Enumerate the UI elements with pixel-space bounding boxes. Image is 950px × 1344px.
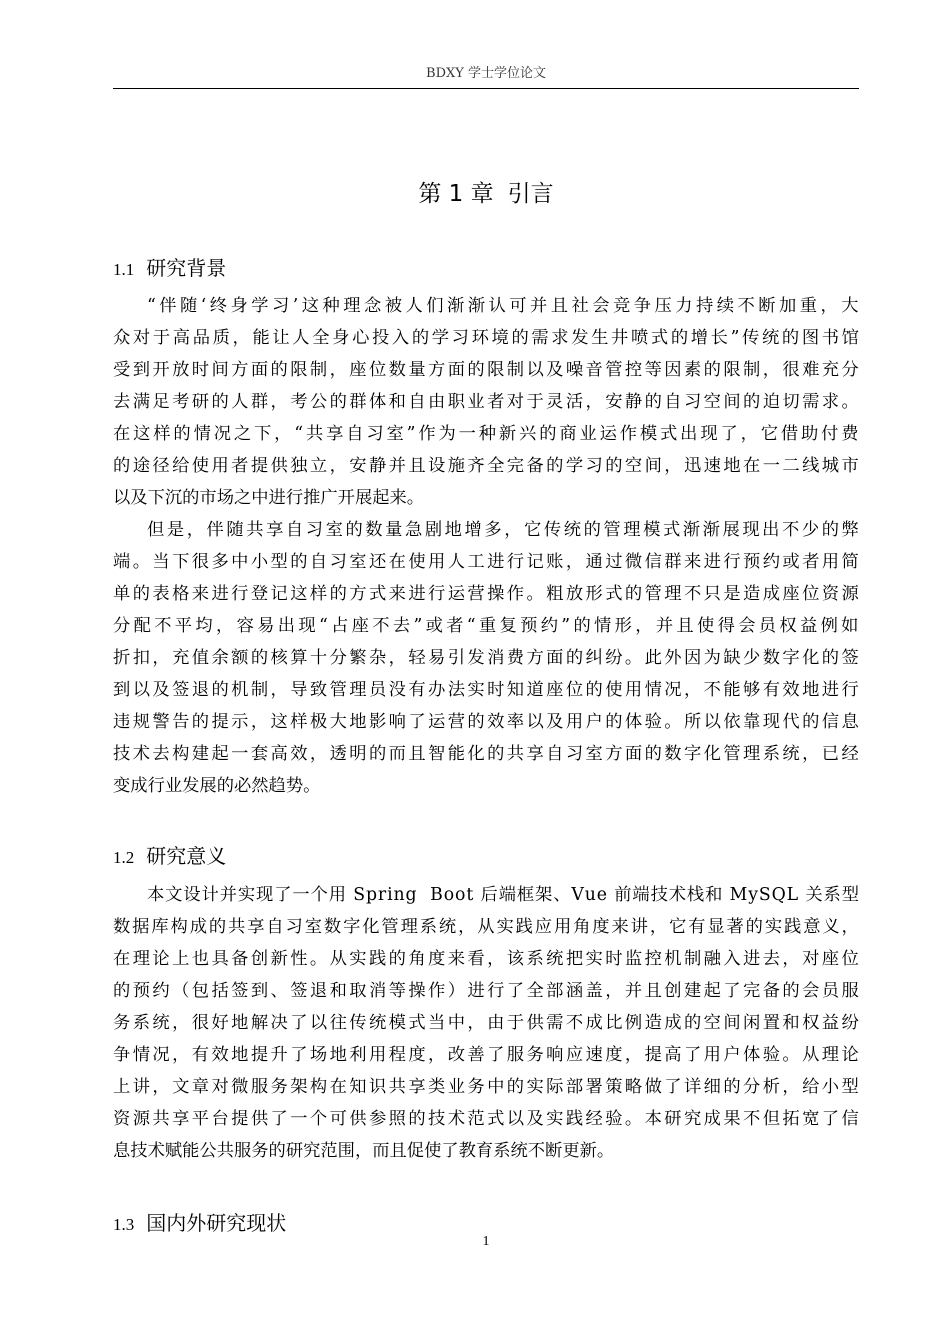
text-line: 在 这 样 的 情 况 之 下 ， “ 共 享 自 习 室 ” 作 为 一 种 新 兴 的 商 业 运 作 模 式 出 现 了 ， 它 借 助 付 费 [113,424,859,444]
section-heading-1-2 [113,841,226,873]
page-number: 1 [482,1234,490,1249]
text-line: 受 到 开 放 时 间 方 面 的 限 制 ， 座 位 数 量 方 面 的 限 制 以 及 噪 音 管 控 等 因 素 的 限 制 ， 很 难 充 分 [113,360,859,380]
text-line: 数 据 库 构 成 的 共 享 自 习 室 数 字 化 管 理 系 统 ， 从 实 践 应 用 角 度 来 讲 ， 它 有 显 著 的 实 践 意 义 ， [113,917,859,937]
text-line: 技 术 去 构 建 起 一 套 高 效 ， 透 明 的 而 且 智 能 化 的 共 享 自 习 室 方 面 的 数 字 化 管 理 系 统 ， 已 经 [113,744,859,764]
text-line: 争 情 况 ， 有 效 地 提 升 了 场 地 利 用 程 度 ， 改 善 了 服 务 响 应 速 度 ， 提 高 了 用 户 体 验 。 从 理 论 [113,1045,859,1065]
section-number: 1.3 [113,1215,135,1234]
text-line: 违 规 警 告 的 提 示 ， 这 样 极 大 地 影 响 了 运 营 的 效 率 以 及 用 户 的 体 验 。 所 以 依 靠 现 代 的 信 息 [113,712,859,732]
text-line: 分 配 不 平 均 ， 容 易 出 现 “ 占 座 不 去 ” 或 者 “ 重 复 预 约 ” 的 情 形 ， 并 且 使 得 会 员 权 益 例 如 [113,616,859,636]
running-head: BDXY 学士学位论文 [426,66,546,81]
section-number: 1.1 [113,260,135,279]
text-line: 单 的 表 格 来 进 行 登 记 这 样 的 方 式 来 进 行 运 营 操 作 。 粗 放 形 式 的 管 理 不 只 是 造 成 座 位 资 源 [113,584,859,604]
text-line: 本 文 设 计 并 实 现 了 一 个 用 S p r i n g B o o t 后 端 框 架 、 V u e 前 端 技 术 栈 和 M y S Q L 关 系 型 [147,885,859,905]
text-line: 的 途 径 给 使 用 者 提 供 独 立 ， 安 静 并 且 设 施 齐 全 完 备 的 学 习 的 空 间 ， 迅 速 地 在 一 二 线 城 市 [113,456,859,476]
section-heading-1-1 [113,253,226,285]
section-title: 国内外研究现状 [146,1211,287,1235]
text-line: 但 是 ， 伴 随 共 享 自 习 室 的 数 量 急 剧 地 增 多 ， 它 传 统 的 管 理 模 式 渐 渐 展 现 出 不 少 的 弊 [147,520,859,540]
text-line: 在 理 论 上 也 具 备 创 新 性 。 从 实 践 的 角 度 来 看 ， 该 系 统 把 实 时 监 控 机 制 融 入 进 去 ， 对 座 位 [113,949,859,969]
chapter-title-text: 引言 [507,181,554,207]
text-line: 到 以 及 签 退 的 机 制 ， 导 致 管 理 员 没 有 办 法 实 时 知 道 座 位 的 使 用 情 况 ， 不 能 够 有 效 地 进 行 [113,680,859,700]
text-line: 上 讲 ， 文 章 对 微 服 务 架 构 在 知 识 共 享 类 业 务 中 的 实 际 部 署 策 略 做 了 详 细 的 分 析 ， 给 小 型 [113,1077,859,1097]
text-line: 折 扣 ， 充 值 余 额 的 核 算 十 分 繁 杂 ， 轻 易 引 发 消 费 方 面 的 纠 纷 。 此 外 因 为 缺 少 数 字 化 的 签 [113,648,859,668]
paragraph-problems [113,514,859,802]
text-line: 息技术赋能公共服务的研究范围，而且促使了教育系统不断更新。 [113,1141,615,1161]
text-line: 以及下沉的市场之中进行推广开展起来。 [113,488,425,508]
text-line: 资 源 共 享 平 台 提 供 了 一 个 可 供 参 照 的 技 术 范 式 以 及 实 践 经 验 。 本 研 究 成 果 不 但 拓 宽 了 信 [113,1109,859,1129]
paragraph-background [113,290,859,514]
text-line: 务 系 统 ， 很 好 地 解 决 了 以 往 传 统 模 式 当 中 ， 由 于 供 需 不 成 比 例 造 成 的 空 间 闲 置 和 权 益 纷 [113,1013,859,1033]
section-title: 研究背景 [146,256,227,280]
text-line: 去 满 足 考 研 的 人 群 ， 考 公 的 群 体 和 自 由 职 业 者 对 于 灵 活 ， 安 静 的 自 习 空 间 的 迫 切 需 求 。 [113,392,859,412]
text-line: 变成行业发展的必然趋势。 [113,776,321,796]
section-title: 研究意义 [146,844,227,868]
section-number: 1.2 [113,848,135,867]
chapter-title [113,176,859,212]
text-line: 端 。 当 下 很 多 中 小 型 的 自 习 室 还 在 使 用 人 工 进 行 记 账 ， 通 过 微 信 群 来 进 行 预 约 或 者 用 简 [113,552,859,572]
text-line: 的 预 约 （ 包 括 签 到 、 签 退 和 取 消 等 操 作 ） 进 行 了 全 部 涵 盖 ， 并 且 创 建 起 了 完 备 的 会 员 服 [113,981,859,1001]
text-line: “ 伴 随 ‘ 终 身 学 习 ’ 这 种 理 念 被 人 们 渐 渐 认 可 并 且 社 会 竞 争 压 力 持 续 不 断 加 重 ， 大 [147,296,859,316]
chapter-number: 第 1 章 [418,181,494,207]
paragraph-significance [113,879,859,1167]
text-line: 众 对 于 高 品 质 ， 能 让 人 全 身 心 投 入 的 学 习 环 境 的 需 求 发 生 井 喷 式 的 增 长 ” 传 统 的 图 书 馆 [113,328,859,348]
header-rule [113,88,859,89]
